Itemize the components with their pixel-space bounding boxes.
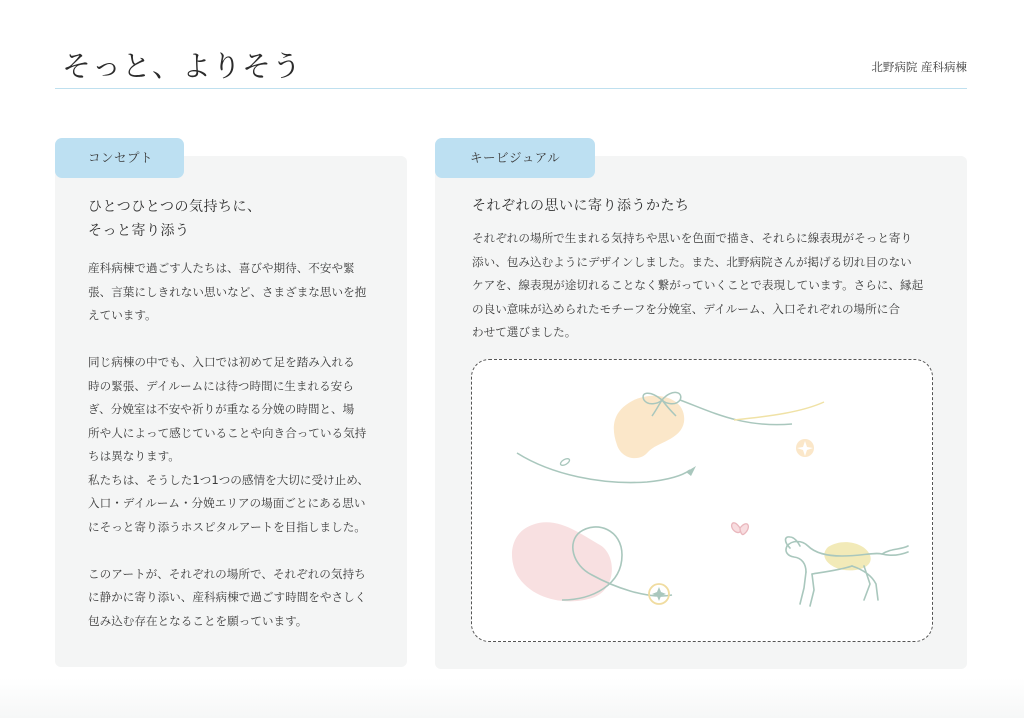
key-visual-line: の良い意味が込められたモチーフを分娩室、デイルーム、入口それぞれの場所に合: [472, 301, 900, 316]
butterfly-icon: [732, 523, 749, 535]
concept-line: 産科病棟で過ごす人たちは、喜びや期待、不安や緊: [88, 261, 355, 275]
concept-line: えています。: [88, 308, 157, 322]
key-visual-line: ケアを、線表現が途切れることなく繋がっていくことで表現しています。さらに、縁起: [472, 278, 924, 292]
header-divider: [55, 88, 967, 89]
concept-line: に静かに寄り添い、産科病棟で過ごす時間をやさしく: [88, 590, 367, 604]
concept-line: 入口・デイルーム・分娩エリアの場面ごとにある思い: [88, 496, 366, 510]
concept-line: 時の緊張、デイルームには待つ時間に生まれる安ら: [88, 378, 354, 393]
concept-line: ちは異なります。: [88, 449, 180, 463]
paragraph-gap: [88, 328, 378, 352]
concept-body: [88, 257, 378, 633]
pink-blob: [512, 522, 612, 601]
key-visual-heading: それぞれの思いに寄り添うかたち: [472, 198, 690, 214]
concept-line: ぎ、分娩室は不安や祈りが重なる分娩の時間と、場: [88, 402, 355, 416]
key-visual-illustration: [471, 359, 933, 642]
illustration-artwork: [472, 360, 933, 642]
concept-line: 包み込む存在となることを願っています。: [88, 613, 308, 628]
concept-line: 同じ病棟の中でも、入口では初めて足を踏み入れる: [88, 355, 355, 369]
concept-line: 私たちは、そうした1つ1つの感情を大切に受け止め、: [88, 472, 369, 487]
key-visual-line: それぞれの場所で生まれる気持ちや思いを色面で描き、それらに線表現がそっと寄り: [472, 231, 913, 245]
leaf-icon: [559, 457, 570, 466]
key-visual-line: 添い、包み込むようにデザインしました。また、北野病院さんが掲げる切れ目のない: [472, 254, 912, 269]
concept-paragraph: [88, 351, 378, 539]
left-curve-line: [517, 453, 690, 483]
star-coin-icon: [649, 584, 669, 604]
bottom-fade: [0, 678, 1024, 718]
key-visual-line: わせて選びました。: [472, 325, 577, 339]
sparkle-icon: [796, 439, 814, 457]
top-flow-line: [680, 400, 792, 425]
concept-line: 張、言葉にしきれない思いなど、さまざまな思いを抱: [88, 284, 367, 299]
key-visual-body: [472, 227, 934, 345]
paragraph-gap: [88, 539, 378, 563]
concept-heading-line: そっと寄り添う: [88, 223, 190, 239]
concept-heading-line: ひとつひとつの気持ちに、: [88, 199, 262, 215]
concept-heading: [88, 195, 388, 243]
concept-line: このアートが、それぞれの場所で、それぞれの気持ち: [88, 566, 366, 581]
yellow-flow-line: [734, 402, 824, 420]
page-title: そっと、よりそう: [62, 49, 303, 83]
concept-line: にそっと寄り添うホスピタルアートを目指しました。: [88, 519, 366, 534]
concept-tab: コンセプト: [55, 138, 184, 178]
concept-paragraph: [88, 563, 378, 634]
orange-blob: [614, 396, 684, 458]
concept-line: 所や人によって感じていることや向き合っている気持: [88, 425, 367, 440]
organization-label: 北野病院 産科病棟: [871, 60, 967, 74]
key-visual-tab: キービジュアル: [435, 138, 595, 178]
concept-paragraph: [88, 257, 378, 328]
